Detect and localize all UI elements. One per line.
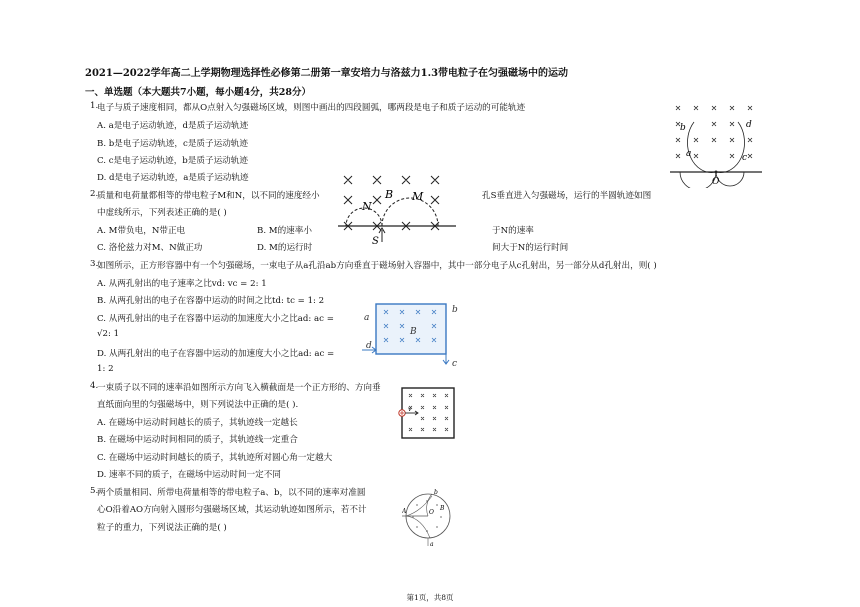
section-heading: 一、单选题（本大题共7小题，每小题4分，共28分）: [85, 87, 311, 98]
label-o: O: [429, 509, 434, 516]
option-b-cont: 于N的速率: [492, 226, 534, 236]
page-title: 2021—2022学年高二上学期物理选择性必修第二册第一章安培力与洛兹力1.3带电粒子在匀强磁场中的运动: [85, 68, 569, 79]
label-a-particle: a: [430, 541, 434, 548]
page-footer: 第1页，共8页: [406, 593, 454, 602]
option-d[interactable]: D. 速率不同的质子，在磁场中运动时间一定不同: [97, 470, 281, 480]
option-a[interactable]: A. a是电子运动轨迹，d是质子运动轨迹: [97, 121, 249, 131]
label-v: v: [408, 406, 412, 413]
label-b-particle: b: [434, 489, 438, 496]
option-d[interactable]: D. d是电子运动轨迹，a是质子运动轨迹: [97, 173, 249, 183]
option-a[interactable]: A. M带负电，N带正电: [97, 226, 186, 236]
label-a: a: [686, 149, 692, 159]
question-stem-line1: 一束质子以不同的速率沿如图所示方向飞入横截面是一个正方形的、方向垂: [97, 383, 381, 393]
question-stem: 如图所示，正方形容器中有一个匀强磁场，一束电子从a孔沿ab方向垂直于磁场射入容器中，其中一部分电子从c孔射出，另一部分从d孔射出，则( ): [97, 261, 657, 271]
question-stem-part2: 孔S垂直进入匀强磁场，运行的半圆轨迹如图: [482, 191, 652, 201]
question-stem-line2: 心O沿着AO方向射入圆形匀强磁场区域，其运动轨迹如图所示，若不计: [97, 505, 367, 515]
question-number: 4.: [90, 381, 99, 391]
q1-figure: [666, 100, 766, 188]
label-o: O: [712, 177, 720, 187]
option-d-cont: 间大于N的运行时间: [492, 243, 569, 253]
label-n: N: [362, 200, 372, 213]
option-b[interactable]: B. b是电子运动轨迹，c是质子运动轨迹: [97, 139, 248, 149]
option-b[interactable]: B. 从两孔射出的电子在容器中运动的时间之比td: tc = 1: 2: [97, 296, 325, 306]
question-stem: 电子与质子速度相同，都从O点射入匀强磁场区域，则图中画出的四段圆弧，哪两段是电子和质子运动的可能轨迹: [97, 103, 526, 113]
option-c[interactable]: C. 从两孔射出的电子在容器中运动的加速度大小之比ad: ac =: [97, 314, 334, 324]
question-stem-part1: 质量和电荷量都相等的带电粒子M和N，以不同的速度经小: [97, 191, 320, 201]
label-c: c: [452, 359, 458, 369]
option-d[interactable]: D. M的运行时: [257, 243, 313, 253]
option-c[interactable]: C. c是电子运动轨迹，b是质子运动轨迹: [97, 156, 248, 166]
label-b: b: [680, 123, 686, 133]
question-stem-line2: 直纸面向里的匀强磁场中，则下列说法中正确的是( ).: [97, 400, 299, 410]
label-field-b: B: [410, 327, 417, 337]
option-a[interactable]: A. 在磁场中运动时间越长的质子，其轨迹线一定越长: [97, 418, 298, 428]
question-number: 5.: [90, 486, 99, 496]
label-d: d: [366, 341, 372, 351]
q4-figure: [396, 386, 458, 442]
q3-figure: [356, 300, 464, 370]
option-b[interactable]: B. 在磁场中运动时间相同的质子，其轨迹线一定重合: [97, 435, 298, 445]
question-number: 3.: [90, 259, 99, 269]
label-d: d: [746, 120, 752, 130]
question-number: 2.: [90, 189, 99, 199]
question-stem-line1: 两个质量相同、所带电荷量相等的带电粒子a、b，以不同的速率对准圆: [97, 488, 366, 498]
option-a[interactable]: A. 从两孔射出的电子速率之比vd: vc = 2: 1: [97, 279, 267, 289]
label-a: a: [364, 313, 370, 323]
question-stem-line2: 中虚线所示，下列表述正确的是( ): [97, 208, 227, 218]
option-b[interactable]: B. M的速率小: [257, 226, 312, 236]
q2-figure: [336, 170, 460, 248]
label-field-b: B: [440, 505, 445, 512]
label-b: b: [452, 305, 458, 315]
option-d-cont: 1: 2: [97, 364, 114, 374]
option-c[interactable]: C. 在磁场中运动时间越长的质子，其轨迹所对圆心角一定越大: [97, 453, 333, 463]
label-s: S: [372, 236, 379, 247]
q5-figure: [402, 486, 452, 548]
question-number: 1.: [90, 101, 99, 111]
label-c: c: [742, 153, 748, 163]
option-d[interactable]: D. 从两孔射出的电子在容器中运动的加速度大小之比ad: ac =: [97, 349, 335, 359]
label-a-point: A: [402, 508, 407, 515]
question-stem-line3: 粒子的重力，下列说法正确的是( ): [97, 523, 227, 533]
label-m: M: [412, 190, 424, 203]
label-b: B: [385, 188, 394, 201]
option-c[interactable]: C. 洛伦兹力对M、N做正功: [97, 243, 203, 253]
option-c-cont: √2: 1: [97, 329, 120, 339]
